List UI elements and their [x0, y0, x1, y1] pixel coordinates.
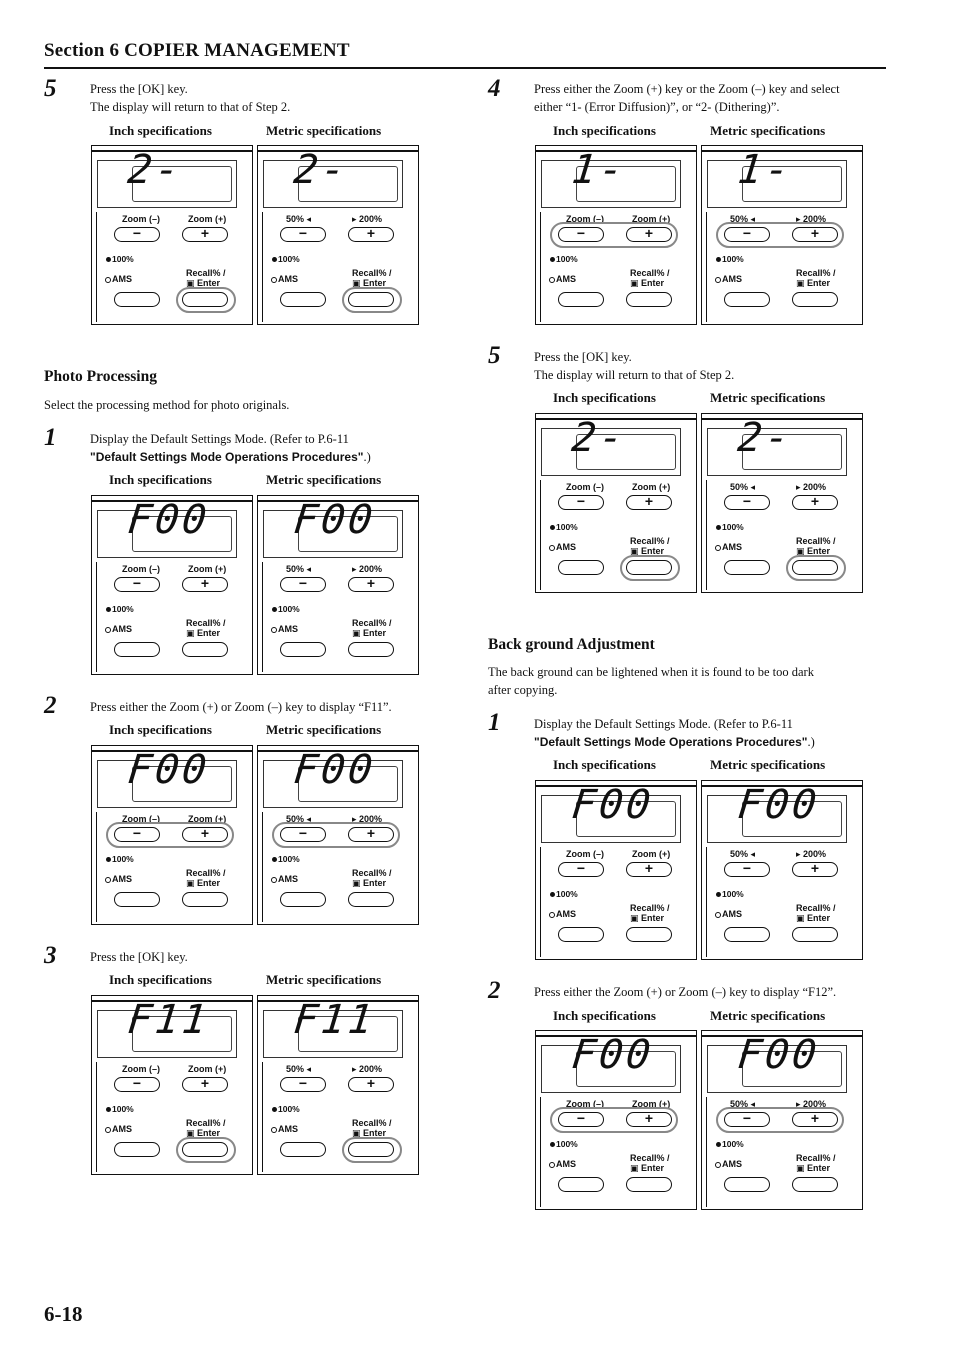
- lcd-readout: 2-: [569, 415, 629, 461]
- hundred-percent-label: 100%: [112, 604, 134, 614]
- step-instruction: Press either the Zoom (+) key or the Zoom (–) key and select either “1- (Error Diffusion)”, or “2- (Dithering)”.: [534, 82, 840, 114]
- zoom-plus-label: ▸ 200%: [796, 849, 827, 859]
- zoom-plus-button[interactable]: +: [182, 227, 228, 242]
- ams-button[interactable]: [724, 560, 770, 575]
- lcd-readout: F11: [291, 997, 378, 1043]
- enter-key-highlight: [786, 555, 846, 581]
- ams-button[interactable]: [280, 292, 326, 307]
- zoom-plus-button[interactable]: +: [792, 862, 838, 877]
- zoom-plus-button[interactable]: +: [626, 862, 672, 877]
- ams-indicator: [271, 627, 277, 633]
- lcd-readout: 1-: [569, 147, 629, 193]
- ams-label: AMS: [556, 542, 576, 552]
- zoom-plus-label: ▸ 200%: [352, 814, 383, 824]
- intro-text: Select the processing method for photo originals.: [44, 398, 290, 412]
- indicator-dot: [106, 607, 111, 612]
- ams-indicator: [105, 627, 111, 633]
- indicator-dot: [716, 257, 721, 262]
- hundred-percent-label: 100%: [722, 522, 744, 532]
- indicator-dot: [272, 857, 277, 862]
- panel-divider: [706, 480, 707, 590]
- zoom-plus-button[interactable]: +: [626, 1112, 672, 1127]
- zoom-minus-button[interactable]: −: [280, 827, 326, 842]
- zoom-minus-label: Zoom (–): [122, 214, 160, 224]
- hundred-percent-label: 100%: [112, 854, 134, 864]
- indicator-dot: [272, 607, 277, 612]
- zoom-minus-label: 50% ◂: [730, 1099, 756, 1109]
- ams-indicator: [715, 545, 721, 551]
- step-instruction: Press the [OK] key.: [90, 950, 188, 964]
- hundred-percent-label: 100%: [278, 1104, 300, 1114]
- lcd-readout: F00: [569, 1032, 656, 1078]
- ams-button[interactable]: [558, 1177, 604, 1192]
- enter-button[interactable]: [792, 292, 838, 307]
- inch-spec-label: Inch specifications: [109, 123, 212, 138]
- header-rule: [44, 67, 886, 69]
- ams-label: AMS: [112, 274, 132, 284]
- zoom-minus-label: 50% ◂: [730, 482, 756, 492]
- zoom-keys-highlight: [106, 822, 234, 848]
- zoom-plus-button[interactable]: +: [626, 495, 672, 510]
- ams-indicator: [715, 277, 721, 283]
- inch-control-panel: [91, 495, 253, 675]
- step-instruction: Display the Default Settings Mode. (Refer to P.6-11 "Default Settings Mode Operations Procedures".): [90, 432, 371, 464]
- panel-divider: [540, 212, 541, 322]
- panel-pair: [535, 413, 865, 595]
- hundred-percent-label: 100%: [722, 254, 744, 264]
- ams-button[interactable]: [724, 292, 770, 307]
- recall-enter-label: Recall% / ▣ Enter: [796, 903, 836, 923]
- ams-indicator: [271, 1127, 277, 1133]
- ams-button[interactable]: [280, 892, 326, 907]
- ams-label: AMS: [278, 1124, 298, 1134]
- indicator-dot: [550, 525, 555, 530]
- indicator-dot: [272, 257, 277, 262]
- zoom-minus-button[interactable]: −: [280, 1077, 326, 1092]
- ams-button[interactable]: [114, 642, 160, 657]
- panel-divider: [540, 1097, 541, 1207]
- zoom-minus-button[interactable]: −: [558, 1112, 604, 1127]
- panel-divider: [706, 1097, 707, 1207]
- enter-button[interactable]: [792, 1177, 838, 1192]
- zoom-keys-highlight: [272, 822, 400, 848]
- zoom-plus-label: Zoom (+): [188, 1064, 227, 1074]
- zoom-minus-button[interactable]: −: [724, 862, 770, 877]
- hundred-percent-label: 100%: [112, 1104, 134, 1114]
- recall-enter-label: Recall% / ▣ Enter: [630, 1153, 670, 1173]
- panel-divider: [706, 212, 707, 322]
- ams-label: AMS: [278, 624, 298, 634]
- zoom-plus-button[interactable]: +: [182, 827, 228, 842]
- ams-label: AMS: [556, 1159, 576, 1169]
- zoom-minus-button[interactable]: −: [280, 227, 326, 242]
- lcd-readout: F00: [569, 782, 656, 828]
- enter-button[interactable]: [182, 642, 228, 657]
- lcd-readout: F00: [291, 747, 378, 793]
- recall-enter-label: Recall% / ▣ Enter: [630, 268, 670, 288]
- panel-pair: [91, 995, 421, 1177]
- zoom-minus-label: Zoom (–): [566, 849, 604, 859]
- step-number: 3: [44, 942, 57, 969]
- panel-divider: [540, 480, 541, 590]
- zoom-plus-label: Zoom (+): [632, 1099, 671, 1109]
- zoom-plus-button[interactable]: +: [348, 827, 394, 842]
- inch-control-panel: [91, 995, 253, 1175]
- metric-control-panel: [701, 145, 863, 325]
- zoom-plus-label: Zoom (+): [188, 564, 227, 574]
- inch-control-panel: [535, 1030, 697, 1210]
- zoom-plus-button[interactable]: +: [182, 577, 228, 592]
- panel-divider: [706, 847, 707, 957]
- step-number: 5: [488, 342, 501, 369]
- panel-pair: [535, 780, 865, 962]
- zoom-minus-button[interactable]: −: [724, 495, 770, 510]
- ams-button[interactable]: [724, 927, 770, 942]
- ams-indicator: [105, 877, 111, 883]
- enter-key-highlight: [176, 287, 236, 313]
- ams-label: AMS: [278, 274, 298, 284]
- zoom-minus-label: Zoom (–): [122, 814, 160, 824]
- step-number: 1: [488, 709, 501, 736]
- zoom-minus-button[interactable]: −: [114, 827, 160, 842]
- step-instruction: Press the [OK] key. The display will return to that of Step 2.: [534, 350, 735, 382]
- metric-control-panel: [257, 745, 419, 925]
- zoom-plus-label: ▸ 200%: [352, 214, 383, 224]
- lcd-readout: F00: [125, 497, 212, 543]
- subsection-title: Photo Processing: [44, 368, 157, 385]
- metric-control-panel: [701, 413, 863, 593]
- zoom-minus-label: 50% ◂: [286, 564, 312, 574]
- step-instruction: Press either the Zoom (+) or Zoom (–) key to display “F11”.: [90, 700, 392, 714]
- step-number: 2: [44, 692, 57, 719]
- ams-label: AMS: [278, 874, 298, 884]
- recall-enter-label: Recall% / ▣ Enter: [186, 1118, 226, 1138]
- zoom-plus-label: Zoom (+): [188, 814, 227, 824]
- recall-enter-label: Recall% / ▣ Enter: [630, 536, 670, 556]
- enter-key-highlight: [620, 555, 680, 581]
- zoom-keys-highlight: [716, 222, 844, 248]
- indicator-dot: [272, 1107, 277, 1112]
- zoom-minus-label: 50% ◂: [286, 814, 312, 824]
- zoom-minus-label: Zoom (–): [566, 214, 604, 224]
- recall-enter-label: Recall% / ▣ Enter: [186, 268, 226, 288]
- metric-spec-label: Metric specifications: [266, 123, 382, 138]
- step-instruction: Press either the Zoom (+) or Zoom (–) key to display “F12”.: [534, 985, 837, 999]
- page-number: 6-18: [44, 1302, 83, 1326]
- panel-pair: [535, 1030, 865, 1212]
- indicator-dot: [106, 857, 111, 862]
- enter-button[interactable]: [348, 892, 394, 907]
- panel-divider: [96, 1062, 97, 1172]
- ams-label: AMS: [722, 274, 742, 284]
- indicator-dot: [106, 1107, 111, 1112]
- panel-pair: [91, 145, 421, 327]
- hundred-percent-label: 100%: [278, 254, 300, 264]
- hundred-percent-label: 100%: [556, 1139, 578, 1149]
- ams-button[interactable]: [724, 1177, 770, 1192]
- recall-enter-label: Recall% / ▣ Enter: [796, 536, 836, 556]
- recall-enter-label: Recall% / ▣ Enter: [352, 268, 392, 288]
- ams-indicator: [549, 912, 555, 918]
- indicator-dot: [716, 892, 721, 897]
- hundred-percent-label: 100%: [556, 889, 578, 899]
- step-number: 2: [488, 977, 501, 1004]
- enter-key-highlight: [342, 1137, 402, 1163]
- metric-control-panel: [257, 495, 419, 675]
- lcd-readout: F00: [291, 497, 378, 543]
- ams-label: AMS: [112, 1124, 132, 1134]
- step-number: 4: [488, 75, 501, 102]
- metric-control-panel: [257, 145, 419, 325]
- enter-key-highlight: [176, 1137, 236, 1163]
- ams-label: AMS: [112, 624, 132, 634]
- zoom-minus-label: 50% ◂: [286, 1064, 312, 1074]
- recall-enter-label: Recall% / ▣ Enter: [186, 868, 226, 888]
- hundred-percent-label: 100%: [556, 254, 578, 264]
- lcd-readout: 2-: [125, 147, 185, 193]
- lcd-readout: 1-: [735, 147, 795, 193]
- ams-button[interactable]: [280, 642, 326, 657]
- zoom-plus-label: Zoom (+): [188, 214, 227, 224]
- ams-button[interactable]: [558, 560, 604, 575]
- lcd-readout: F11: [125, 997, 212, 1043]
- indicator-dot: [550, 257, 555, 262]
- zoom-keys-highlight: [550, 222, 678, 248]
- panel-divider: [262, 812, 263, 922]
- ams-indicator: [271, 277, 277, 283]
- indicator-dot: [106, 257, 111, 262]
- inch-control-panel: [91, 145, 253, 325]
- lcd-readout: F00: [735, 782, 822, 828]
- metric-control-panel: [701, 1030, 863, 1210]
- hundred-percent-label: 100%: [722, 889, 744, 899]
- zoom-keys-highlight: [550, 1107, 678, 1133]
- ams-indicator: [105, 1127, 111, 1133]
- panel-divider: [262, 562, 263, 672]
- ams-label: AMS: [722, 909, 742, 919]
- ams-button[interactable]: [114, 1142, 160, 1157]
- enter-button[interactable]: [626, 292, 672, 307]
- indicator-dot: [550, 892, 555, 897]
- zoom-plus-button[interactable]: +: [182, 1077, 228, 1092]
- hundred-percent-label: 100%: [112, 254, 134, 264]
- zoom-plus-button[interactable]: +: [792, 227, 838, 242]
- enter-button[interactable]: [348, 642, 394, 657]
- step-number: 1: [44, 424, 57, 451]
- recall-enter-label: Recall% / ▣ Enter: [352, 618, 392, 638]
- zoom-minus-label: 50% ◂: [730, 214, 756, 224]
- enter-button[interactable]: [626, 1177, 672, 1192]
- inch-control-panel: [535, 145, 697, 325]
- zoom-plus-label: Zoom (+): [632, 214, 671, 224]
- zoom-minus-label: Zoom (–): [122, 564, 160, 574]
- inch-control-panel: [535, 413, 697, 593]
- zoom-plus-button[interactable]: +: [792, 495, 838, 510]
- recall-enter-label: Recall% / ▣ Enter: [352, 1118, 392, 1138]
- zoom-minus-button[interactable]: −: [558, 862, 604, 877]
- zoom-plus-button[interactable]: +: [348, 577, 394, 592]
- section-title: Section 6 COPIER MANAGEMENT: [44, 40, 350, 61]
- ams-button[interactable]: [114, 292, 160, 307]
- ams-label: AMS: [556, 909, 576, 919]
- recall-enter-label: Recall% / ▣ Enter: [352, 868, 392, 888]
- zoom-plus-label: Zoom (+): [632, 482, 671, 492]
- enter-button[interactable]: [792, 927, 838, 942]
- lcd-readout: 2-: [735, 415, 795, 461]
- zoom-minus-button[interactable]: −: [724, 227, 770, 242]
- panel-divider: [96, 812, 97, 922]
- recall-enter-label: Recall% / ▣ Enter: [630, 903, 670, 923]
- enter-key-highlight: [342, 287, 402, 313]
- zoom-plus-label: ▸ 200%: [796, 214, 827, 224]
- zoom-minus-button[interactable]: −: [114, 577, 160, 592]
- inch-control-panel: [535, 780, 697, 960]
- panel-divider: [96, 212, 97, 322]
- ams-indicator: [715, 912, 721, 918]
- inch-control-panel: [91, 745, 253, 925]
- panel-pair: [535, 145, 865, 327]
- zoom-minus-label: Zoom (–): [566, 482, 604, 492]
- zoom-minus-label: 50% ◂: [286, 214, 312, 224]
- zoom-plus-button[interactable]: +: [348, 227, 394, 242]
- step-number: 5: [44, 75, 57, 102]
- hundred-percent-label: 100%: [722, 1139, 744, 1149]
- ams-button[interactable]: [558, 927, 604, 942]
- step-instruction: Display the Default Settings Mode. (Refer to P.6-11 "Default Settings Mode Operations Procedures".): [534, 717, 815, 749]
- zoom-keys-highlight: [716, 1107, 844, 1133]
- zoom-minus-label: Zoom (–): [566, 1099, 604, 1109]
- recall-enter-label: Recall% / ▣ Enter: [796, 268, 836, 288]
- zoom-minus-button[interactable]: −: [558, 227, 604, 242]
- ams-indicator: [271, 877, 277, 883]
- ams-button[interactable]: [114, 892, 160, 907]
- ams-indicator: [105, 277, 111, 283]
- lcd-readout: F00: [125, 747, 212, 793]
- zoom-minus-button[interactable]: −: [114, 1077, 160, 1092]
- zoom-minus-button[interactable]: −: [558, 495, 604, 510]
- lcd-readout: 2-: [291, 147, 351, 193]
- ams-indicator: [549, 545, 555, 551]
- ams-label: AMS: [722, 1159, 742, 1169]
- ams-label: AMS: [556, 274, 576, 284]
- ams-button[interactable]: [558, 292, 604, 307]
- step-instruction: Press the [OK] key. The display will return to that of Step 2.: [90, 82, 291, 114]
- indicator-dot: [716, 1142, 721, 1147]
- ams-label: AMS: [112, 874, 132, 884]
- zoom-plus-label: Zoom (+): [632, 849, 671, 859]
- lcd-readout: F00: [735, 1032, 822, 1078]
- panel-divider: [262, 212, 263, 322]
- recall-enter-label: Recall% / ▣ Enter: [796, 1153, 836, 1173]
- metric-control-panel: [701, 780, 863, 960]
- zoom-minus-button[interactable]: −: [280, 577, 326, 592]
- panel-divider: [540, 847, 541, 957]
- indicator-dot: [716, 525, 721, 530]
- enter-button[interactable]: [182, 892, 228, 907]
- panel-divider: [96, 562, 97, 672]
- indicator-dot: [550, 1142, 555, 1147]
- zoom-plus-button[interactable]: +: [348, 1077, 394, 1092]
- zoom-plus-label: ▸ 200%: [352, 564, 383, 574]
- zoom-plus-label: ▸ 200%: [796, 1099, 827, 1109]
- recall-enter-label: Recall% / ▣ Enter: [186, 618, 226, 638]
- intro-text: The back ground can be lightened when it is found to be too dark after copying.: [488, 665, 814, 697]
- panel-divider: [262, 1062, 263, 1172]
- zoom-minus-label: Zoom (–): [122, 1064, 160, 1074]
- hundred-percent-label: 100%: [278, 854, 300, 864]
- panel-pair: [91, 495, 421, 677]
- hundred-percent-label: 100%: [278, 604, 300, 614]
- ams-indicator: [549, 1162, 555, 1168]
- zoom-minus-label: 50% ◂: [730, 849, 756, 859]
- metric-control-panel: [257, 995, 419, 1175]
- enter-button[interactable]: [626, 927, 672, 942]
- hundred-percent-label: 100%: [556, 522, 578, 532]
- ams-indicator: [715, 1162, 721, 1168]
- zoom-plus-button[interactable]: +: [626, 227, 672, 242]
- ams-button[interactable]: [280, 1142, 326, 1157]
- zoom-minus-button[interactable]: −: [724, 1112, 770, 1127]
- ams-indicator: [549, 277, 555, 283]
- subsection-title: Back ground Adjustment: [488, 636, 655, 653]
- ams-label: AMS: [722, 542, 742, 552]
- zoom-plus-label: ▸ 200%: [796, 482, 827, 492]
- zoom-minus-button[interactable]: −: [114, 227, 160, 242]
- panel-pair: [91, 745, 421, 927]
- zoom-plus-button[interactable]: +: [792, 1112, 838, 1127]
- zoom-plus-label: ▸ 200%: [352, 1064, 383, 1074]
